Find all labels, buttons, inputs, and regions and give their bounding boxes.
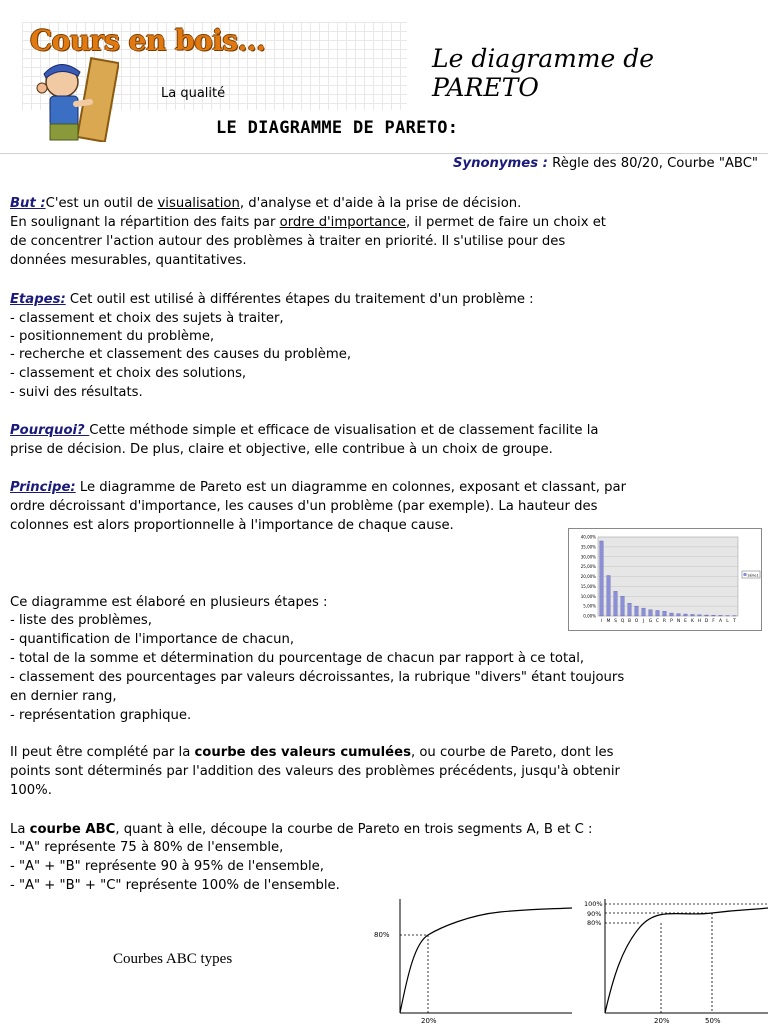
list-item: - classement et choix des solutions,: [10, 366, 247, 381]
but-label: But :: [10, 196, 46, 211]
text: C'est un outil de: [45, 196, 158, 211]
y-marker-label: 80%: [587, 919, 602, 927]
x-tick-label: G: [648, 619, 653, 624]
y-tick-label: 5,00%: [583, 603, 596, 609]
subtitle: La qualité: [161, 86, 226, 101]
elaboration-intro: Ce diagramme est élaboré en plusieurs étapes :: [10, 595, 328, 610]
legend-swatch: [744, 573, 747, 576]
x-tick-label: B: [627, 619, 632, 624]
synonyms-text: Règle des 80/20, Courbe "ABC": [547, 156, 758, 171]
y-tick-label: 0,00%: [583, 613, 596, 619]
text: courbe des valeurs cumulées: [194, 745, 411, 760]
list-item: - suivi des résultats.: [10, 385, 143, 400]
text: En soulignant la répartition des faits par: [10, 215, 280, 230]
pourquoi-line-2: prise de décision. De plus, claire et objective, elle contribue à un choix de groupe.: [10, 442, 553, 457]
text: Cette méthode simple et efficace de visualisation et de classement facilite la: [89, 423, 599, 438]
text: visualisation: [157, 196, 240, 211]
x-tick-label: O: [634, 619, 639, 624]
text: Le diagramme de Pareto est un diagramme en colonnes, exposant et classant, par: [75, 480, 626, 495]
list-item: - quantification de l'importance de chacun,: [10, 632, 295, 647]
list-item: - liste des problèmes,: [10, 613, 152, 628]
abc-curve-1: [360, 893, 572, 1024]
principe-label: Principe:: [10, 480, 76, 495]
but-line-1: [10, 194, 760, 213]
but-line-2: [10, 213, 760, 232]
y-marker-label: 90%: [587, 910, 602, 918]
etapes-label: Etapes:: [10, 292, 66, 307]
principe-line-1: [10, 478, 760, 497]
etapes-intro: [10, 290, 760, 309]
x-marker-label: 20%: [654, 1017, 670, 1024]
y-marker-label: 100%: [584, 900, 603, 908]
y-tick-label: 35,00%: [580, 544, 596, 550]
y-tick-label: 20,00%: [580, 574, 596, 579]
divider: [0, 153, 768, 154]
pourquoi-line-1: [10, 421, 760, 440]
cumulative-curve: [605, 908, 768, 1013]
but-line-4: données mesurables, quantitatives.: [10, 253, 247, 268]
x-tick-label: D: [704, 619, 709, 624]
x-tick-label: M: [606, 619, 611, 624]
x-tick-label: C: [655, 619, 660, 624]
list-item: - "A" + "B" représente 90 à 95% de l'ensemble,: [10, 859, 324, 874]
principe-line-3: colonnes est alors proportionnelle à l'importance de chaque cause.: [10, 518, 454, 533]
x-tick-label: E: [684, 619, 687, 624]
but-line-3: de concentrer l'action autour des problèmes à traiter en priorité. Il s'utilise pour des: [10, 234, 566, 249]
text: courbe ABC: [29, 822, 116, 837]
figure-caption: Courbes ABC types: [113, 951, 233, 967]
x-marker-label: 50%: [705, 1017, 721, 1024]
y-marker-label: 80%: [374, 931, 390, 939]
x-tick-label: I: [600, 619, 603, 624]
pourquoi-label: Pourquoi?: [10, 423, 90, 438]
text: Il peut être complété par la: [10, 745, 195, 760]
x-tick-label: J: [642, 619, 645, 624]
list-item: - "A" représente 75 à 80% de l'ensemble,: [10, 840, 284, 855]
list-item: - recherche et classement des causes du problème,: [10, 347, 352, 362]
synonyms-line: [453, 156, 758, 171]
legend-label: Série1: [747, 573, 759, 578]
list-item: - positionnement du problème,: [10, 329, 215, 344]
abc-curve-2: [580, 893, 768, 1024]
principe-line-2: ordre décroissant d'importance, les causes d'un problème (par exemple). La hauteur des: [10, 499, 598, 514]
list-item: - classement et choix des sujets à traiter,: [10, 311, 284, 326]
list-item: en dernier rang,: [10, 689, 117, 704]
x-tick-label: L: [726, 619, 729, 624]
x-tick-label: H: [697, 619, 702, 624]
x-tick-label: N: [676, 619, 681, 624]
x-tick-label: K: [691, 619, 694, 624]
x-tick-label: R: [662, 619, 667, 624]
text: ordre d'importance: [279, 215, 407, 230]
text: , ou courbe de Pareto, dont les: [410, 745, 614, 760]
cumul-line-2: points sont déterminés par l'addition des valeurs des problèmes précédents, jusqu'à obtenir: [10, 764, 620, 779]
y-tick-label: 30,00%: [580, 554, 596, 560]
y-tick-label: 10,00%: [580, 593, 596, 599]
y-tick-label: 15,00%: [580, 583, 596, 589]
cumulative-curve: [400, 908, 572, 1013]
x-tick-label: Q: [620, 619, 625, 624]
text: , il permet de faire un choix et: [406, 215, 606, 230]
x-tick-label: T: [733, 619, 736, 624]
x-marker-label: 20%: [421, 1017, 437, 1024]
list-item: - classement des pourcentages par valeurs décroissantes, la rubrique "divers" étant toujours: [10, 670, 625, 685]
abc-intro: [10, 820, 760, 839]
logo-text: Cours en bois...: [30, 24, 266, 57]
list-item: - "A" + "B" + "C" représente 100% de l'ensemble.: [10, 878, 340, 893]
carpenter-mascot-icon: [24, 52, 119, 142]
text: Cet outil est utilisé à différentes étapes du traitement d'un problème :: [65, 292, 534, 307]
text: , quant à elle, découpe la courbe de Pareto en trois segments A, B et C :: [115, 822, 593, 837]
x-tick-label: A: [718, 619, 723, 624]
y-tick-label: 40,00%: [580, 534, 596, 540]
main-title: LE DIAGRAMME DE PARETO:: [216, 118, 459, 138]
text: , d'analyse et d'aide à la prise de décision.: [239, 196, 522, 211]
synonyms-label: Synonymes :: [453, 156, 548, 171]
text: La: [10, 822, 30, 837]
y-tick-label: 25,00%: [580, 564, 596, 570]
x-tick-label: S: [614, 619, 617, 624]
list-item: - représentation graphique.: [10, 708, 192, 723]
cumul-line-1: [10, 743, 760, 762]
document-title: Le diagramme de PARETO: [432, 44, 655, 102]
list-item: - total de la somme et détermination du pourcentage de chacun par rapport à ce total,: [10, 651, 585, 666]
cumul-line-3: 100%.: [10, 783, 52, 798]
x-tick-label: P: [670, 619, 673, 624]
x-tick-label: F: [712, 619, 715, 624]
